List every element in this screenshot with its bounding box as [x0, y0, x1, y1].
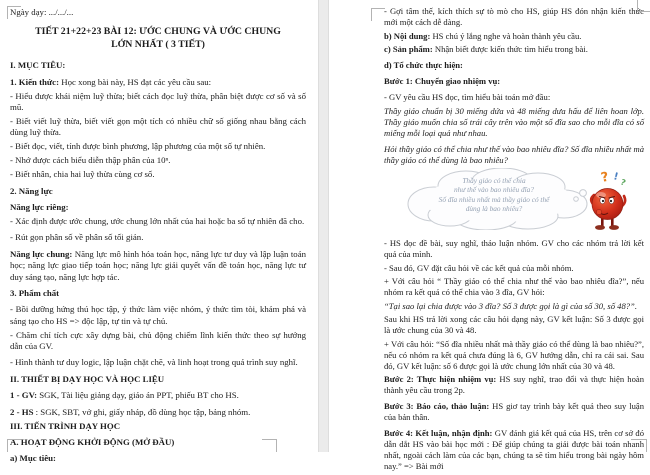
paragraph-text: Nhận biết được kiến thức tìm hiểu trong bài.	[432, 44, 588, 54]
paragraph-text: Năng lực riêng:	[10, 201, 69, 212]
paragraph-text: - Rút gọn phân số về phân số tối giản.	[10, 232, 144, 243]
document-page-right	[329, 0, 650, 471]
date-line: Ngày dạy: .../.../...	[10, 7, 74, 17]
left-page-content	[10, 7, 306, 467]
thought-bubble-text	[410, 176, 578, 214]
svg-text:!: !	[612, 171, 620, 184]
paragraph	[10, 357, 306, 368]
paragraph	[384, 238, 644, 260]
paragraph	[384, 106, 644, 139]
paragraph-text: “Tại sao lại chia được vào 3 đĩa? Số 3 được gọi là gì của số 30, số 48?”.	[384, 300, 637, 311]
paragraph-text: III. TIẾN TRÌNH DẠY HỌC	[10, 420, 121, 431]
paragraph	[10, 330, 306, 353]
paragraph-lead: c) Sản phẩm:	[384, 44, 433, 54]
paragraph-lead: 1. Kiến thức:	[10, 76, 60, 87]
paragraph	[384, 314, 644, 336]
left-text-blocks	[10, 60, 306, 464]
paragraph-text: HS suy nghĩ, trao đổi và thực hiện hoàn thành yêu cầu trong 2p.	[384, 374, 645, 395]
paragraph-text: Sau khi HS trả lời xong các câu hỏi dạng này, GV kết luận: Số 3 được gọi là ước chung của 30 và 48.	[384, 314, 644, 335]
heading	[10, 186, 306, 197]
paragraph-lead: 2 - HS	[10, 406, 34, 417]
bubble-text-line: dùng là bao nhiêu?	[465, 204, 523, 214]
paragraph	[384, 144, 644, 166]
paragraph-text: - HS đọc đề bài, suy nghĩ, thảo luận nhóm. GV cho các nhóm trả lời kết quả của mình.	[384, 238, 644, 259]
lesson-title: TIẾT 21+22+23 BÀI 12: ƯỚC CHUNG VÀ ƯỚC CHUNG LỚN NHẤT ( 3 TIẾT)	[35, 26, 281, 51]
paragraph	[10, 141, 306, 152]
svg-text:?: ?	[619, 177, 627, 188]
paragraph-lead: b) Nội dung:	[384, 30, 431, 41]
paragraph	[10, 249, 306, 283]
heading	[384, 76, 644, 87]
paragraph	[10, 216, 306, 227]
paragraph-text: - Bồi dưỡng hứng thú học tập, ý thức làm việc nhóm, ý thức tìm tòi, khám phá và sáng tạo cho HS => độc lập, tự tin và tự chủ.	[10, 304, 306, 326]
paragraph-text: GV đánh giá kết quả của HS, trên cơ sở đó dẫn dắt HS vào bài học mới : Để giúp chúng ta giải được bài toán nhanh nhất, ngoài cách làm của các bạn, chúng ta sẽ tìm hiểu trong bài ngày hôm nay.” => Bài mới	[384, 428, 644, 471]
paragraph-text: Bước 1: Chuyển giao nhiệm vụ:	[384, 76, 501, 86]
paragraph-text: - Chăm chỉ tích cực xây dựng bài, chủ động chiếm lĩnh kiến thức theo sự hướng dẫn của GV.	[10, 329, 306, 352]
paragraph	[384, 263, 644, 274]
heading	[10, 60, 306, 71]
paragraph-text: A. HOẠT ĐỘNG KHỞI ĐỘNG (MỞ ĐẦU)	[10, 436, 175, 447]
paragraph	[10, 407, 306, 418]
heading	[10, 202, 306, 213]
paragraph-text: Học xong bài này, HS đạt các yêu cầu sau:	[59, 76, 212, 87]
paragraph	[10, 169, 306, 180]
paragraph	[384, 276, 644, 298]
heading	[10, 453, 306, 464]
paragraph	[384, 339, 644, 372]
paragraph-text: I. MỤC TIÊU:	[10, 60, 66, 71]
bubble-text-line: Số đĩa nhiều nhất mà thầy giáo có thể	[438, 194, 550, 204]
paragraph-lead: Bước 2: Thực hiện nhiệm vụ:	[384, 374, 497, 384]
paragraph-text: Hỏi thầy giáo có thể chia như thế vào bao nhiêu đĩa? Số đĩa nhiều nhất mà thầy giáo có thể dùng là bao nhiêu?	[384, 143, 644, 165]
right-text-blocks-bottom	[384, 238, 644, 472]
heading	[10, 374, 306, 385]
paragraph-text: - Gợi tâm thế, kích thích sự tò mò cho HS, giúp HS đón nhận kiến thức mới một cách dễ dàng.	[384, 6, 644, 27]
paragraph	[10, 116, 306, 139]
paragraph-text: : SGK, SBT, vở ghi, giấy nháp, đồ dùng học tập, bảng nhóm.	[33, 406, 251, 417]
paragraph	[384, 301, 644, 312]
heading	[384, 60, 644, 71]
paragraph	[384, 374, 644, 396]
paragraph	[384, 44, 644, 55]
text-boundary-mark	[631, 439, 647, 452]
paragraph	[10, 304, 306, 327]
paragraph-text: Thầy giáo chuẩn bị 30 miếng dứa và 48 miếng dưa hấu để liên hoan lớp. Thầy giáo muốn chia số trái cây trên vào một số đĩa sao cho mỗi đĩa có số miếng mỗi loại quả như nhau.	[384, 105, 644, 138]
paragraph-text: - Sau đó, GV đặt câu hỏi về các kết quả của mỗi nhóm.	[384, 262, 574, 273]
paragraph	[384, 428, 644, 472]
paragraph-text: + Với câu hỏi: “Số đĩa nhiều nhất mà thầy giáo có thể dùng là bao nhiêu?”, nếu có nhóm ra kết quả chưa đúng là 6, GV hướng dẫn, chỉ ra cái sai. Sau đó, GV kết luận: số 6 được gọi là ước chung lớn nhất của 30 và 48.	[384, 338, 644, 371]
bubble-text-line: như thế vào bao nhiêu đĩa?	[454, 185, 534, 195]
paragraph-lead: Năng lực chung:	[10, 248, 73, 259]
paragraph-text: - Hiểu được khái niệm luỹ thừa; biết cách đọc luỹ thừa, phân biệt được cơ số và số mũ.	[10, 90, 306, 113]
text-boundary-mark	[637, 0, 650, 12]
text-boundary-mark	[371, 8, 385, 21]
paragraph	[10, 390, 306, 401]
paragraph-text: Năng lực mô hình hóa toán học, năng lực tư duy và lập luận toán học; năng lực giao tiếp toán học; năng lực giải quyết vấn đề toán học, năng lực tư duy sáng tạo, năng lực hợp tác.	[10, 248, 306, 282]
text-boundary-mark	[262, 439, 277, 452]
paragraph-lead: Bước 3: Báo cáo, thảo luận:	[384, 401, 490, 411]
text-boundary-mark	[7, 6, 21, 19]
mascot-character-illustration	[580, 166, 636, 234]
heading	[10, 288, 306, 299]
paragraph-lead: 1 - GV:	[10, 390, 38, 401]
paragraph-text: - Xác định được ước chung, ước chung lớn nhất của hai hoặc ba số tự nhiên đã cho.	[10, 215, 305, 226]
paragraph	[384, 401, 644, 423]
paragraph-text: - Biết nhân, chia hai luỹ thừa cùng cơ số.	[10, 169, 155, 180]
paragraph	[10, 232, 306, 243]
paragraph-text: - GV yêu cầu HS đọc, tìm hiểu bài toán mở đầu:	[384, 92, 551, 102]
paragraph-text: II. THIẾT BỊ DẠY HỌC VÀ HỌC LIỆU	[10, 373, 165, 384]
paragraph-text: - Nhớ được cách biểu diễn thập phân của 10ⁿ.	[10, 155, 171, 166]
paragraph-text: a) Mục tiêu:	[10, 453, 56, 464]
paragraph-lead: Bước 4: Kết luận, nhận định:	[384, 428, 493, 438]
paragraph-text: HS giơ tay trình bày kết quả theo suy luận của bản thân.	[384, 401, 644, 422]
paragraph	[10, 77, 306, 88]
paragraph-text: SGK, Tài liệu giảng dạy, giáo án PPT, phiếu BT cho HS.	[37, 390, 239, 401]
paragraph	[10, 155, 306, 166]
paragraph	[384, 31, 644, 42]
paragraph-text: 2. Năng lực	[10, 185, 53, 196]
paragraph-text: d) Tổ chức thực hiện:	[384, 60, 463, 70]
paragraph	[384, 6, 644, 28]
paragraph-text: - Biết viết luỹ thừa, biết viết gọn một tích có nhiều chữ số giống nhau bằng cách dùng luỹ thừa.	[10, 116, 306, 138]
bubble-text-line: Thầy giáo có thể chia	[462, 176, 526, 185]
heading	[10, 421, 306, 432]
paragraph-text: - Hình thành tư duy logic, lập luận chặt chẽ, và linh hoạt trong quá trình suy nghĩ.	[10, 357, 298, 368]
mascot-figure	[384, 168, 644, 234]
paragraph	[10, 91, 306, 114]
paragraph-text: - Biết đọc, viết, tính được bình phương, lập phương của một số tự nhiên.	[10, 141, 266, 152]
paragraph-text: 3. Phẩm chất	[10, 287, 60, 298]
document-page-left	[0, 0, 318, 464]
right-page-content	[384, 6, 644, 475]
paragraph-text: HS chú ý lắng nghe và hoàn thành yêu cầu.	[430, 30, 582, 41]
text-boundary-mark	[7, 439, 21, 452]
right-text-blocks-top	[384, 6, 644, 166]
paragraph-text: + Với câu hỏi “ Thầy giáo có thể chia như thế vào bao nhiêu đĩa?”, nếu nhóm ra kết quả có thể chia vào 3 đĩa, GV hỏi:	[384, 276, 644, 297]
page-divider	[318, 0, 329, 452]
paragraph	[384, 92, 644, 103]
svg-text:?: ?	[599, 169, 611, 186]
